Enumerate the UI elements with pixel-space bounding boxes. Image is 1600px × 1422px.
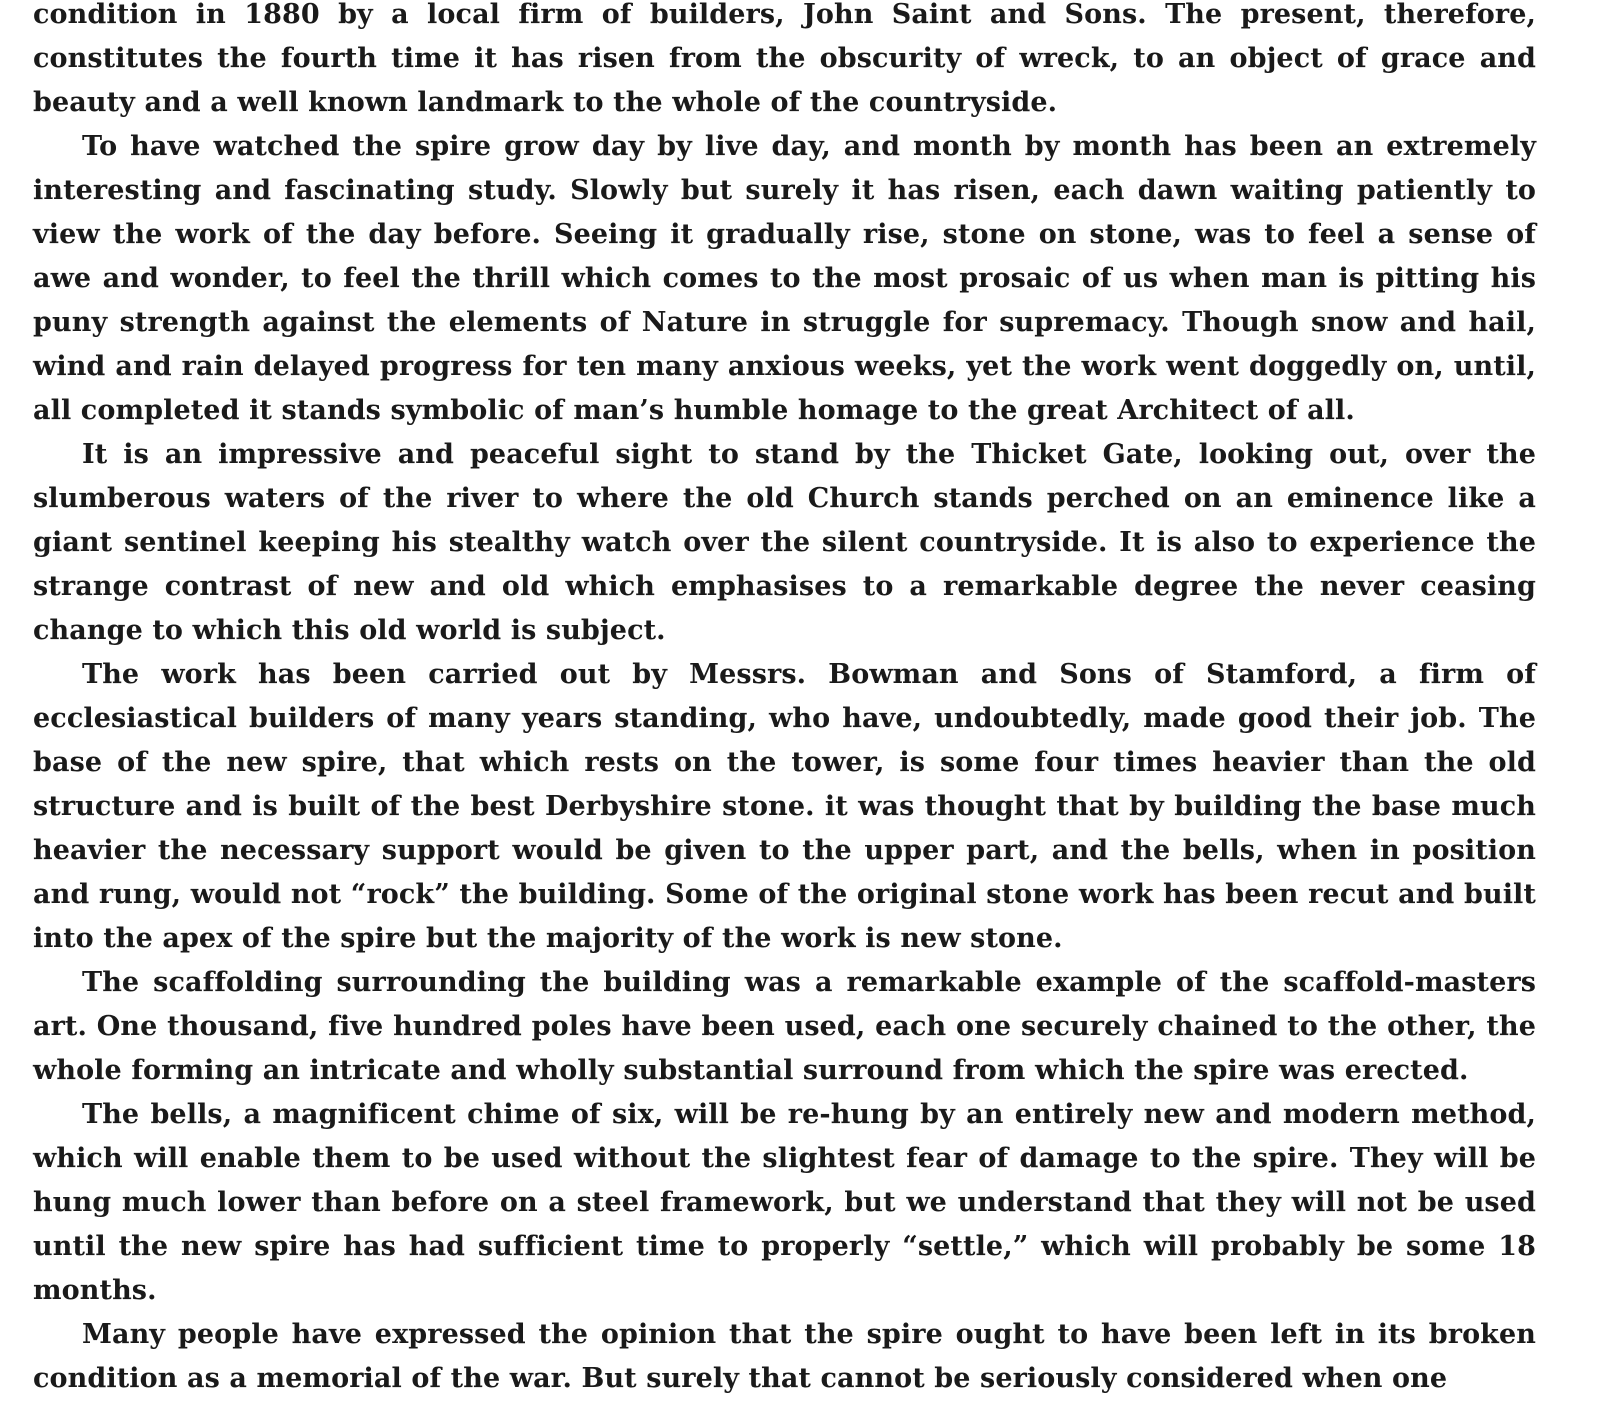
paragraph-scaffolding: The scaffolding surrounding the building was a remarkable example of the scaffold-masters art. One thousand, five hundred poles have been used, each one securely chained to the other, the whole forming an intricate and wholly substantial surround from which the spire was erected. (33, 967, 1536, 1086)
paragraph-bells: The bells, a magnificent chime of six, will be re-hung by an entirely new and modern method, which will enable them to be used without the slightest fear of damage to the spire. They will be hung much lower than before on a steel framework, but we understand that they will not be used until the new spire has had sufficient time to properly “settle,” which will probably be some 18 months. (33, 1099, 1536, 1306)
paragraph-memorial: Many people have expressed the opinion that the spire ought to have been left in its broken condition as a memorial of the war. But surely that cannot be seriously considered when one (33, 1319, 1536, 1394)
paragraph-spire-growth: To have watched the spire grow day by live day, and month by month has been an extremely interesting and fascinating study. Slowly but surely it has risen, each dawn waiting patiently to view the work of the day before. Seeing it gradually rise, stone on stone, was to feel a sense of awe and wonder, to feel the thrill which comes to the most prosaic of us when man is pitting his puny strength against the elements of Nature in struggle for supremacy. Though snow and hail, wind and rain delayed progress for ten many anxious weeks, yet the work went doggedly on, until, all completed it stands symbolic of man’s humble homage to the great Architect of all. (33, 131, 1536, 426)
paragraph-continuation: condition in 1880 by a local firm of builders, John Saint and Sons. The present, therefore, constitutes the fourth time it has risen from the obscurity of wreck, to an object of grace and beauty and a well known landmark to the whole of the countryside. (33, 0, 1536, 118)
document-page (33, 0, 1536, 1401)
paragraph-builders: The work has been carried out by Messrs. Bowman and Sons of Stamford, a firm of ecclesiastical builders of many years standing, who have, undoubtedly, made good their job. The base of the new spire, that which rests on the tower, is some four times heavier than the old structure and is built of the best Derbyshire stone. it was thought that by building the base much heavier the necessary support would be given to the upper part, and the bells, when in position and rung, would not “rock” the building. Some of the original stone work has been recut and built into the apex of the spire but the majority of the work is new stone. (33, 659, 1536, 954)
paragraph-thicket-gate: It is an impressive and peaceful sight to stand by the Thicket Gate, looking out, over the slumberous waters of the river to where the old Church stands perched on an eminence like a giant sentinel keeping his stealthy watch over the silent countryside. It is also to experience the strange contrast of new and old which emphasises to a remarkable degree the never ceasing change to which this old world is subject. (33, 439, 1536, 646)
